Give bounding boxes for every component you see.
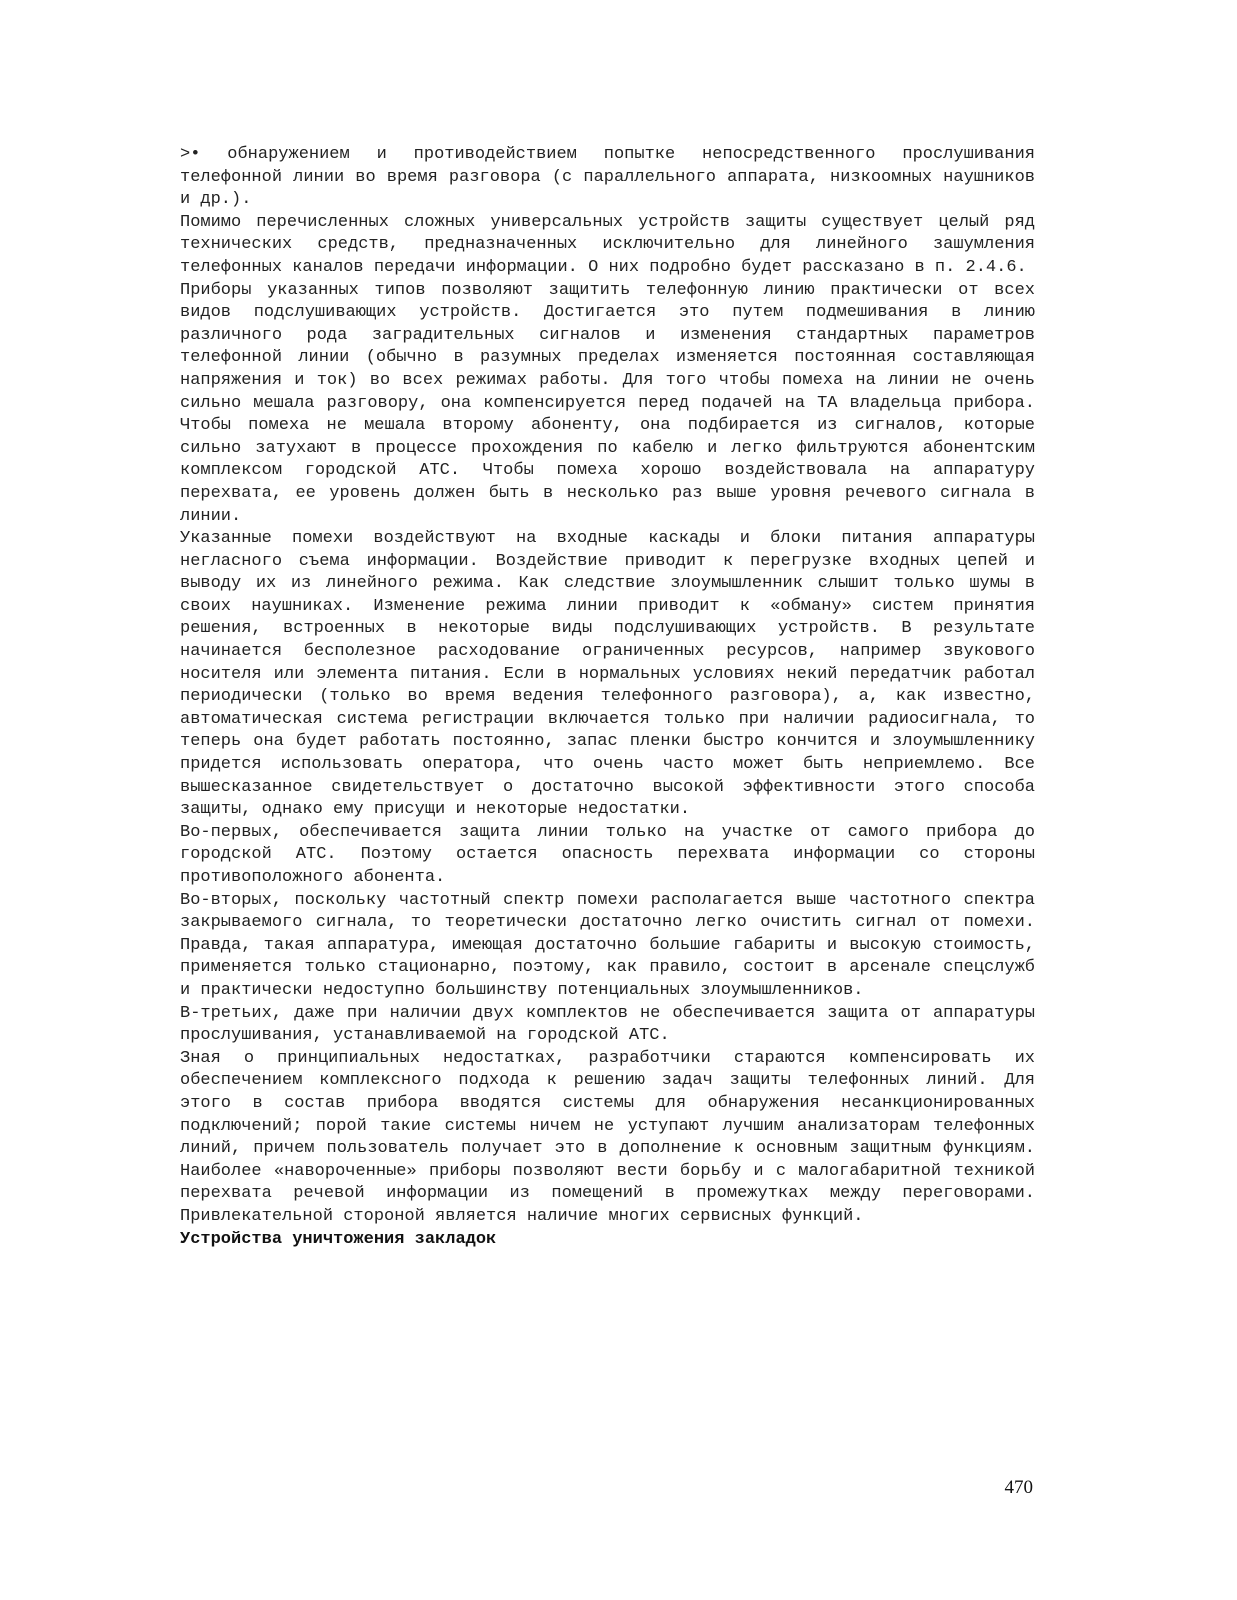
text-body xyxy=(180,144,1035,1251)
page-number: 470 xyxy=(1004,1477,1033,1498)
paragraph: В-третьих, даже при наличии двух комплектов не обеспечивается защита от аппаратуры прослушивания, устанавливаемой на городской АТС. xyxy=(180,1003,1035,1046)
paragraph-bullet: >• обнаружением и противодействием попытке непосредственного прослушивания телефонной линии во время разговора (с параллельного аппарата, низкоомных наушников и др.). xyxy=(180,145,1035,210)
paragraph: Приборы указанных типов позволяют защитить телефонную линию практически от всех видов подслушивающих устройств. Достигается это путем подмешивания в линию различного рода заградительных сигналов и изменения стандартных параметров телефонной линии (обычно в разумных пределах изменяется постоянная составляющая напряжения и ток) во всех режимах работы. Для того чтобы помеха на линии не очень сильно мешала разговору, она компенсируется перед подачей на ТА владельца прибора. Чтобы помеха не мешала второму абоненту, она подбирается из сигналов, которые сильно затухают в процессе прохождения по кабелю и легко фильтруются абонентским комплексом городской АТС. Чтобы помеха хорошо воздействовала на аппаратуру перехвата, ее уровень должен быть в несколько раз выше уровня речевого сигнала в линии. xyxy=(180,280,1035,526)
section-heading: Устройства уничтожения закладок xyxy=(180,1229,497,1249)
paragraph: Во-первых, обеспечивается защита линии только на участке от самого прибора до городской АТС. Поэтому остается опасность перехвата информации со стороны противоположного абонента. xyxy=(180,822,1035,887)
paragraph: Зная о принципиальных недостатках, разработчики стараются компенсировать их обеспечением комплексного подхода к решению задач защиты телефонных линий. Для этого в состав прибора вводятся системы для обнаружения несанкционированных подключений; порой такие системы ничем не уступают лучшим анализаторам телефонных линий, причем пользователь получает это в дополнение к основным защитным функциям. Наиболее «навороченные» приборы позволяют вести борьбу и с малогабаритной техникой перехвата речевой информации из помещений в промежутках между переговорами. Привлекательной стороной является наличие многих сервисных функций. xyxy=(180,1048,1035,1226)
paragraph: Указанные помехи воздействуют на входные каскады и блоки питания аппаратуры негласного съема информации. Воздействие приводит к перегрузке входных цепей и выводу их из линейного режима. Как следствие злоумышленник слышит только шумы в своих наушниках. Изменение режима линии приводит к «обману» систем принятия решения, встроенных в некоторые виды подслушивающих устройств. В результате начинается бесполезное расходование ограниченных ресурсов, например звукового носителя или элемента питания. Если в нормальных условиях некий передатчик работал периодически (только во время ведения телефонного разговора), а, как известно, автоматическая система регистрации включается только при наличии радиосигнала, то теперь она будет работать постоянно, запас пленки быстро кончится и злоумышленнику придется использовать оператора, что очень часто может быть неприемлемо. Все вышесказанное свидетельствует о достаточно высокой эффективности этого способа защиты, однако ему присущи и некоторые недостатки. xyxy=(180,529,1035,820)
paragraph: Во-вторых, поскольку частотный спектр помехи располагается выше частотного спектра закрываемого сигнала, то теоретически достаточно легко очистить сигнал от помехи. Правда, такая аппаратура, имеющая достаточно большие габариты и высокую стоимость, применяется только стационарно, поэтому, как правило, состоит в арсенале спецслужб и практически недоступно большинству потенциальных злоумышленников. xyxy=(180,890,1035,1000)
paragraph: Помимо перечисленных сложных универсальных устройств защиты существует целый ряд технических средств, предназначенных исключительно для линейного зашумления телефонных каналов передачи информации. О них подробно будет рассказано в п. 2.4.6. xyxy=(180,212,1035,277)
